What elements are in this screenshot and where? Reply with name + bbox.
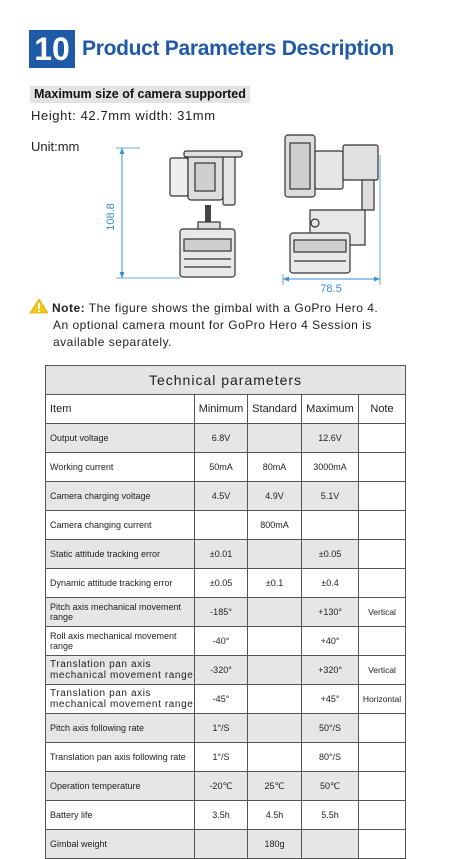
header-minimum: Minimum [195,395,248,423]
note-label: Note: [52,301,86,315]
table-row [46,656,405,685]
cell-standard: 4.5h [248,801,302,829]
gimbal-front-view [170,151,242,277]
cell-item: Static attitude tracking error [46,540,195,568]
cell-standard [248,656,302,684]
note-text-1: The figure shows the gimbal with a GoPro Hero 4. [88,301,379,315]
header-maximum: Maximum [302,395,359,423]
cell-minimum: -20℃ [195,772,248,800]
cell-maximum: +320° [302,656,359,684]
cell-note: Vertical [368,665,396,675]
header-item: Item [46,395,195,423]
cell-note [359,540,405,568]
cell-item: Translation pan axis mechanical movement range [46,685,195,713]
cell-maximum: +45° [302,685,359,713]
cell-minimum [195,511,248,539]
cell-maximum: ±0.05 [302,540,359,568]
cell-note [359,453,405,481]
note-text-3: available separately. [53,335,173,349]
cell-standard [248,627,302,655]
table-row [46,482,405,511]
table-row [46,540,405,569]
cell-maximum: 50℃ [302,772,359,800]
cell-minimum: 6.8V [195,424,248,452]
gimbal-diagram [100,125,390,295]
cell-maximum: 80°/S [302,743,359,771]
cell-standard [248,598,302,626]
cell-item: Camera changing current [46,511,195,539]
cell-standard: 25℃ [248,772,302,800]
cell-standard: ±0.1 [248,569,302,597]
cell-maximum: ±0.4 [302,569,359,597]
cell-note [359,511,405,539]
cell-note [359,627,405,655]
table-row [46,685,405,714]
cell-minimum: -40° [195,627,248,655]
cell-minimum: ±0.01 [195,540,248,568]
cell-standard [248,424,302,452]
cell-maximum: 5.5h [302,801,359,829]
cell-standard: 4.9V [248,482,302,510]
cell-maximum [302,511,359,539]
table-body [46,424,405,858]
cell-note: Vertical [368,607,396,617]
table-row [46,801,405,830]
cell-minimum: -320° [195,656,248,684]
cell-minimum: -185° [195,598,248,626]
table-row [46,743,405,772]
cell-standard [248,685,302,713]
cell-minimum [195,830,248,858]
warning-icon [29,298,49,314]
unit-label: Unit:mm [31,139,80,154]
cell-standard: 800mA [248,511,302,539]
cell-minimum: 1°/S [195,714,248,742]
page-title: Product Parameters Description [82,37,394,60]
cell-item: Battery life [46,801,195,829]
table-row [46,569,405,598]
cell-item: Translation pan axis mechanical movement range [46,656,195,684]
cell-maximum: +40° [302,627,359,655]
table-row [46,830,405,858]
technical-parameters-table [45,365,406,859]
header-standard: Standard [248,395,302,423]
cell-item: Translation pan axis following rate [46,743,195,771]
cell-standard [248,743,302,771]
width-dimension-label: 78.5 [320,283,342,295]
cell-maximum: 50°/S [302,714,359,742]
table-row [46,772,405,801]
cell-minimum: ±0.05 [195,569,248,597]
table-row [46,714,405,743]
cell-note [359,801,405,829]
gimbal-side-view [285,135,378,273]
cell-minimum: 50mA [195,453,248,481]
table-header-row [46,395,405,424]
cell-standard [248,540,302,568]
cell-item: Output voltage [46,424,195,452]
header-note: Note [359,395,405,423]
cell-maximum [302,830,359,858]
cell-item: Pitch axis following rate [46,714,195,742]
note-block [29,298,409,351]
cell-note [359,569,405,597]
cell-standard [248,714,302,742]
cell-note [359,830,405,858]
table-row [46,627,405,656]
cell-item: Operation temperature [46,772,195,800]
cell-minimum: 1°/S [195,743,248,771]
table-row [46,424,405,453]
cell-standard: 80mA [248,453,302,481]
cell-maximum: 12.6V [302,424,359,452]
camera-dimensions: Height: 42.7mm width: 31mm [31,108,216,123]
table-row [46,511,405,540]
cell-note: Horizontal [362,694,402,704]
cell-item: Dynamic attitude tracking error [46,569,195,597]
section-header [29,30,394,68]
cell-note [359,424,405,452]
camera-size-heading: Maximum size of camera supported [30,86,250,103]
cell-item: Pitch axis mechanical movement range [46,598,195,626]
cell-maximum: 5.1V [302,482,359,510]
cell-note [359,772,405,800]
cell-item: Camera charging voltage [46,482,195,510]
cell-maximum: +130° [302,598,359,626]
cell-note [359,743,405,771]
cell-minimum: 3.5h [195,801,248,829]
cell-item: Working current [46,453,195,481]
section-number: 10 [29,30,75,68]
table-row [46,453,405,482]
cell-item: Roll axis mechanical movement range [46,627,195,655]
note-text-2: An optional camera mount for GoPro Hero 4 Session is [53,318,372,332]
cell-maximum: 3000mA [302,453,359,481]
height-dimension-label: 108.8 [105,203,117,231]
table-row [46,598,405,627]
cell-minimum: -45° [195,685,248,713]
cell-standard: 180g [248,830,302,858]
note-line-1 [29,298,409,317]
cell-note [359,482,405,510]
cell-item: Gimbal weight [46,830,195,858]
cell-note [359,714,405,742]
cell-minimum: 4.5V [195,482,248,510]
table-caption: Technical parameters [46,366,405,395]
